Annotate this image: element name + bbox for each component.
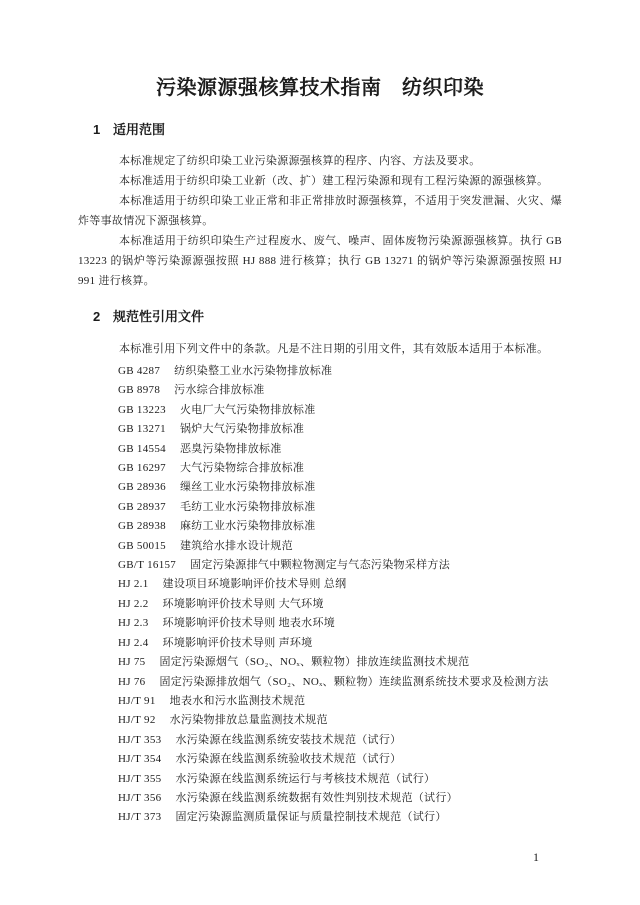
reference-title: 水污染源在线监测系统安装技术规范（试行） xyxy=(175,733,402,746)
reference-code: GB 50015 xyxy=(118,539,166,552)
reference-title: 环境影响评价技术导则 声环境 xyxy=(162,636,313,649)
reference-item xyxy=(118,362,562,381)
reference-title: 固定污染源烟气（SO₂、NOₓ、颗粒物）排放连续监测技术规范 xyxy=(159,656,470,669)
reference-item xyxy=(118,537,562,556)
reference-title: 大气污染物综合排放标准 xyxy=(179,462,305,475)
reference-item xyxy=(118,420,562,439)
reference-item xyxy=(118,517,562,536)
reference-code: HJ/T 356 xyxy=(118,791,162,804)
reference-code: GB 13271 xyxy=(118,423,166,436)
reference-title: 缫丝工业水污染物排放标准 xyxy=(179,481,316,494)
reference-code: HJ 75 xyxy=(118,656,146,669)
reference-title: 恶臭污染物排放标准 xyxy=(179,442,282,455)
reference-title: 毛纺工业水污染物排放标准 xyxy=(179,500,316,513)
reference-title: 水污染物排放总量监测技术规范 xyxy=(169,714,328,727)
reference-code: HJ 2.1 xyxy=(118,578,149,591)
reference-code: GB 28936 xyxy=(118,481,166,494)
reference-code: HJ 2.3 xyxy=(118,617,149,630)
reference-code: HJ/T 355 xyxy=(118,772,162,785)
reference-code: GB 28938 xyxy=(118,520,166,533)
section-2-number: 2 xyxy=(93,309,101,324)
section-1-body xyxy=(78,151,562,291)
paragraph-scope-3: 本标准适用于纺织印染工业正常和非正常排放时源强核算，不适用于突发泄漏、火灾、爆炸等事故情况下源强核算。 xyxy=(78,195,562,227)
reference-title: 水污染源在线监测系统数据有效性判别技术规范（试行） xyxy=(175,791,458,804)
reference-title: 固定污染源排气中颗粒物测定与气态污染物采样方法 xyxy=(190,559,451,572)
paragraph-scope-1: 本标准规定了纺织印染工业污染源源强核算的程序、内容、方法及要求。 xyxy=(119,155,481,167)
page-title: 污染源源强核算技术指南 纺织印染 xyxy=(156,77,484,99)
reference-item xyxy=(118,750,562,769)
reference-item xyxy=(118,789,562,808)
reference-item xyxy=(118,731,562,750)
reference-code: GB/T 16157 xyxy=(118,559,177,572)
reference-item xyxy=(118,498,562,517)
references-list xyxy=(78,362,562,828)
reference-code: HJ/T 373 xyxy=(118,811,162,824)
reference-item xyxy=(118,653,562,672)
reference-code: HJ/T 91 xyxy=(118,694,156,707)
section-1-number: 1 xyxy=(93,122,101,137)
reference-item xyxy=(118,770,562,789)
reference-title: 环境影响评价技术导则 大气环境 xyxy=(162,597,324,610)
reference-item xyxy=(118,401,562,420)
section-1-heading xyxy=(93,122,562,138)
reference-code: GB 14554 xyxy=(118,442,166,455)
reference-title: 环境影响评价技术导则 地表水环境 xyxy=(162,617,336,630)
paragraph-scope-2: 本标准适用于纺织印染工业新（改、扩）建工程污染源和现有工程污染源的源强核算。 xyxy=(119,175,549,187)
section-1-heading-text: 适用范围 xyxy=(113,122,166,137)
reference-item xyxy=(118,634,562,653)
reference-title: 水污染源在线监测系统验收技术规范（试行） xyxy=(175,753,402,766)
reference-item xyxy=(118,381,562,400)
reference-item xyxy=(118,692,562,711)
reference-code: HJ/T 354 xyxy=(118,753,162,766)
reference-title: 固定污染源排放烟气（SO₂、NOₓ、颗粒物）连续监测系统技术要求及检测方法 xyxy=(159,675,549,688)
reference-title: 建筑给水排水设计规范 xyxy=(179,539,293,552)
reference-item xyxy=(118,673,562,692)
reference-code: HJ 76 xyxy=(118,675,146,688)
reference-title: 建设项目环境影响评价技术导则 总纲 xyxy=(162,578,347,591)
reference-title: 麻纺工业水污染物排放标准 xyxy=(179,520,316,533)
page-number: 1 xyxy=(533,850,539,864)
reference-item xyxy=(118,556,562,575)
reference-title: 锅炉大气污染物排放标准 xyxy=(179,423,305,436)
reference-title: 固定污染源监测质量保证与质量控制技术规范（试行） xyxy=(175,811,447,824)
reference-code: HJ 2.2 xyxy=(118,597,149,610)
reference-title: 水污染源在线监测系统运行与考核技术规范（试行） xyxy=(175,772,436,785)
section-2-heading-text: 规范性引用文件 xyxy=(113,309,205,324)
reference-item xyxy=(118,595,562,614)
reference-code: GB 4287 xyxy=(118,365,161,377)
reference-code: HJ 2.4 xyxy=(118,636,149,649)
reference-item xyxy=(118,614,562,633)
reference-item xyxy=(118,459,562,478)
reference-code: GB 13223 xyxy=(118,403,166,416)
reference-item xyxy=(118,440,562,459)
reference-code: HJ/T 353 xyxy=(118,733,162,746)
reference-title: 纺织染整工业水污染物排放标准 xyxy=(174,365,333,377)
reference-title: 地表水和污水监测技术规范 xyxy=(169,694,306,707)
reference-title: 火电厂大气污染物排放标准 xyxy=(179,403,316,416)
paragraph-scope-4: 本标准适用于纺织印染生产过程废水、废气、噪声、固体废物污染源源强核算。执行 GB 13223 的锅炉等污染源源强按照 HJ 888 进行核算；执行 GB 13271 的锅炉等污染源源强按照 HJ 991 进行核算。 xyxy=(78,235,562,287)
section-2-heading xyxy=(93,309,562,325)
reference-item xyxy=(118,478,562,497)
references-intro: 本标准引用下列文件中的条款。凡是不注日期的引用文件，其有效版本适用于本标准。 xyxy=(119,343,549,355)
reference-item xyxy=(118,808,562,827)
reference-code: HJ/T 92 xyxy=(118,714,156,727)
reference-code: GB 8978 xyxy=(118,384,161,397)
reference-code: GB 28937 xyxy=(118,500,166,513)
reference-item xyxy=(118,711,562,730)
reference-item xyxy=(118,575,562,594)
reference-title: 污水综合排放标准 xyxy=(174,384,265,397)
reference-code: GB 16297 xyxy=(118,462,166,475)
